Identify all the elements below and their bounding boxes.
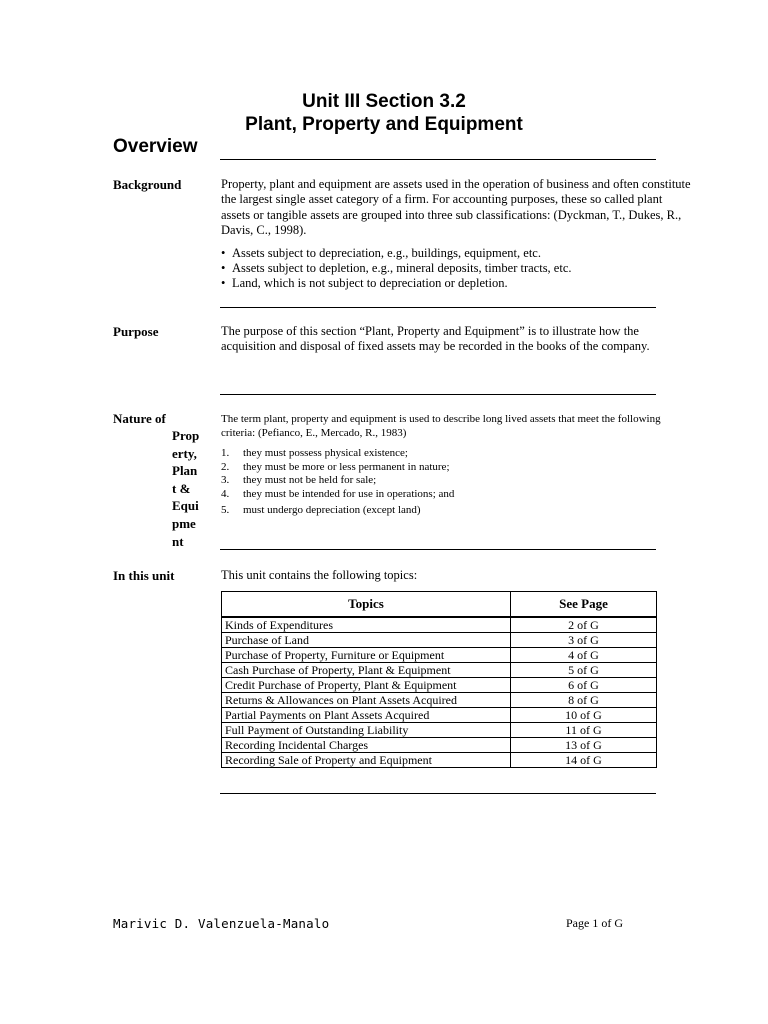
page-cell: 2 of G	[511, 617, 657, 633]
topic-cell: Partial Payments on Plant Assets Acquired	[222, 708, 511, 723]
page-cell: 13 of G	[511, 738, 657, 753]
unit-title: Unit III Section 3.2	[302, 91, 466, 112]
overview-heading: Overview	[113, 136, 198, 157]
page-cell: 5 of G	[511, 663, 657, 678]
list-item	[221, 474, 661, 488]
topic-cell: Purchase of Property, Furniture or Equipment	[222, 648, 511, 663]
table-row	[222, 617, 657, 633]
topic-cell: Returns & Allowances on Plant Assets Acquired	[222, 693, 511, 708]
table-header-row	[222, 592, 657, 618]
divider	[220, 549, 656, 550]
list-item: • Assets subject to depletion, e.g., mineral deposits, timber tracts, etc.	[221, 261, 681, 276]
list-item	[221, 488, 661, 502]
topic-cell: Recording Sale of Property and Equipment	[222, 753, 511, 768]
topic-cell: Kinds of Expenditures	[222, 617, 511, 633]
list-item	[221, 504, 661, 518]
criteria-list	[221, 447, 661, 518]
table-row	[222, 693, 657, 708]
table-row	[222, 708, 657, 723]
list-item: • Assets subject to depreciation, e.g., buildings, equipment, etc.	[221, 246, 681, 261]
col-topics: Topics	[222, 592, 511, 618]
item-number: 1.	[221, 447, 230, 459]
topic-cell: Recording Incidental Charges	[222, 738, 511, 753]
list-item	[221, 461, 661, 475]
col-see-page: See Page	[511, 592, 657, 618]
item-text: must undergo depreciation (except land)	[243, 504, 421, 516]
page-cell: 8 of G	[511, 693, 657, 708]
divider	[220, 394, 656, 395]
purpose-label: Purpose	[113, 324, 159, 339]
table-row	[222, 633, 657, 648]
item-number: 3.	[221, 474, 230, 486]
item-text: they must possess physical existence;	[243, 447, 408, 459]
table-row	[222, 648, 657, 663]
nature-label-part: Plan	[172, 463, 198, 479]
table-row	[222, 678, 657, 693]
topics-table	[221, 591, 657, 768]
author-name: Marivic D. Valenzuela-Manalo	[113, 916, 330, 931]
unit-intro: This unit contains the following topics:	[221, 568, 418, 582]
divider	[220, 793, 656, 794]
classification-list	[221, 246, 681, 291]
purpose-text: The purpose of this section “Plant, Property and Equipment” is to illustrate how the acquisition and disposal of fixed assets may be recorded in the books of the company.	[221, 324, 650, 354]
topic-cell: Full Payment of Outstanding Liability	[222, 723, 511, 738]
table-row	[222, 753, 657, 768]
unit-label: In this unit	[113, 568, 175, 583]
page-cell: 10 of G	[511, 708, 657, 723]
table-row	[222, 723, 657, 738]
item-text: they must be more or less permanent in nature;	[243, 460, 450, 473]
topic-cell: Credit Purchase of Property, Plant & Equipment	[222, 678, 511, 693]
page-number: Page 1 of G	[566, 916, 623, 930]
background-label: Background	[113, 177, 182, 192]
page-cell: 6 of G	[511, 678, 657, 693]
item-number: 5.	[221, 504, 230, 516]
nature-label-part: Prop	[172, 428, 200, 443]
topic-cell: Cash Purchase of Property, Plant & Equipment	[222, 663, 511, 678]
nature-label-part: erty,	[172, 445, 197, 461]
table-row	[222, 663, 657, 678]
section-title: Plant, Property and Equipment	[245, 114, 523, 135]
nature-label-part: Equi	[172, 498, 199, 514]
topic-cell: Purchase of Land	[222, 633, 511, 648]
nature-label-part: nt	[172, 533, 184, 549]
page-cell: 11 of G	[511, 723, 657, 738]
list-item: • Land, which is not subject to depreciation or depletion.	[221, 276, 681, 291]
nature-label-part: t &	[172, 480, 191, 496]
nature-label-continued	[172, 427, 208, 550]
page-cell: 3 of G	[511, 633, 657, 648]
nature-label-part: pme	[172, 515, 196, 531]
table-row	[222, 738, 657, 753]
nature-label: Nature of	[113, 411, 166, 426]
item-number: 4.	[221, 487, 230, 500]
page-cell: 4 of G	[511, 648, 657, 663]
divider	[220, 307, 656, 308]
background-text: Property, plant and equipment are assets used in the operation of business and often constitute the largest single asset category of a firm. For accounting purposes, these so called plant assets or tangible assets are grouped into three sub classifications: (Dyckman, T., Dukes, R., Davis, C., 1998).	[221, 177, 691, 237]
page-cell: 14 of G	[511, 753, 657, 768]
item-text: they must be intended for use in operations; and	[243, 487, 455, 500]
divider	[220, 159, 656, 160]
nature-intro: The term plant, property and equipment is used to describe long lived assets that meet the following criteria: (Pefianco, E., Mercado, R., 1983)	[221, 413, 661, 439]
list-item	[221, 447, 661, 461]
item-text: they must not be held for sale;	[243, 474, 377, 486]
item-number: 2.	[221, 460, 230, 473]
